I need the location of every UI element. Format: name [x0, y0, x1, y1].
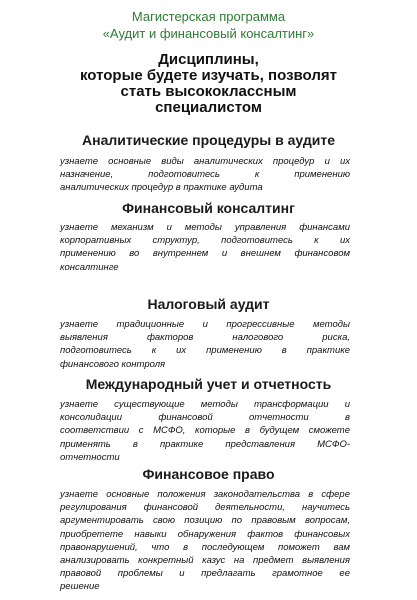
description-line: консалтинге [60, 261, 119, 273]
program-label: Магистерская программа [131, 9, 286, 24]
description-line: применению во внутреннем и внешнем финансовом [60, 248, 350, 260]
section-title-financial-law: Финансовое право [142, 466, 275, 482]
section-description-consulting [60, 221, 350, 274]
description-line: применять в практике представления МСФО- [60, 438, 350, 450]
section-description-financial-law [60, 488, 350, 594]
section-description-tax-audit [60, 318, 350, 371]
description-line: аргументировать свою позицию по правовым вопросам, [60, 515, 350, 527]
headline-line: стать высококлассным [120, 83, 297, 100]
section-title-tax-audit: Налоговый аудит [147, 296, 270, 312]
description-line: отчетности [60, 451, 120, 463]
description-line: узнаете основные положения законодательства в сфере [60, 489, 350, 500]
headline-line: специалистом [155, 99, 262, 116]
section-description-international-reporting [60, 398, 350, 464]
description-line: финансового контроля [60, 358, 166, 370]
description-line: выявления факторов налогового риска, [60, 332, 350, 344]
description-line: корпоративных структур, подготовитесь к их [60, 235, 350, 247]
section-title-international-reporting: Международный учет и отчетность [85, 376, 332, 392]
description-line: правовой проблемы и предлагать грамотное ее [60, 568, 350, 580]
description-line: узнаете существующие методы трансформации и [60, 399, 350, 410]
description-line: правонарушений, что в последующем поможет вам [60, 541, 350, 553]
description-line: соответствии с МСФО, которые в будущем сможете [60, 425, 350, 437]
description-line: узнаете основные виды аналитических процедур и их [60, 156, 350, 167]
headline-line: которые будете изучать, позволят [80, 67, 337, 84]
description-line: узнаете традиционные и прогрессивные методы [60, 319, 350, 330]
section-title-consulting: Финансовый консалтинг [122, 200, 295, 216]
description-line: подготовитесь к их применению в практике [60, 345, 350, 357]
description-line: приобретете навыки обнаружения фактов финансовых [60, 528, 350, 540]
section-title-analytical: Аналитические процедуры в аудите [82, 132, 335, 148]
description-line: назначение, подготовитесь к применению [60, 169, 350, 181]
description-line: регулирования финансовой деятельности, научитесь [60, 502, 350, 514]
description-line: решение [60, 581, 100, 593]
description-line: аналитических процедур в практике аудита [60, 182, 263, 194]
description-line: узнаете механизм и методы управления финансами [60, 222, 350, 233]
description-line: консолидации финансовой отчетности в [60, 412, 350, 424]
program-name: «Аудит и финансовый консалтинг» [102, 26, 315, 41]
headline-line: Дисциплины, [158, 51, 259, 68]
description-line: анализировать конкретный казус на предмет выявления [60, 554, 350, 566]
section-description-analytical [60, 155, 350, 195]
